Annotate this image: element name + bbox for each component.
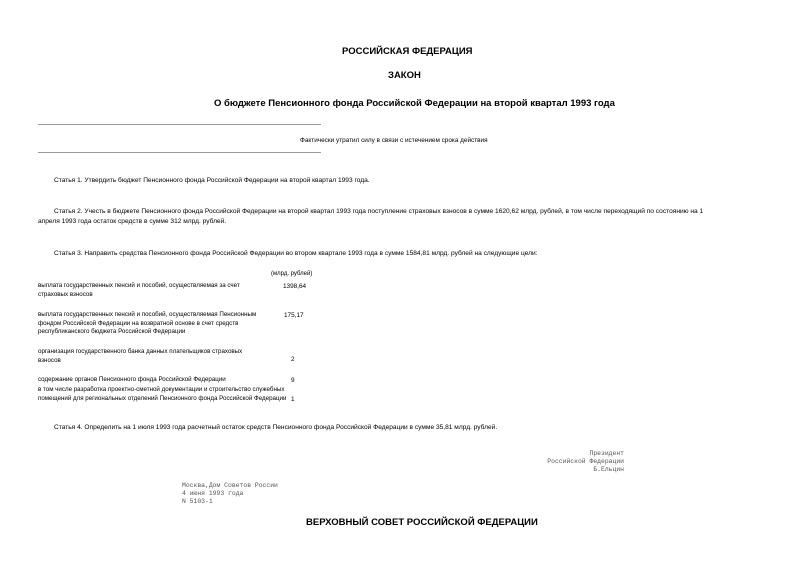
status-note: Фактически утратил силу в связи с истечением срока действия xyxy=(300,137,488,144)
divider-top xyxy=(38,124,321,125)
place-line: Москва,Дом Советов России xyxy=(182,482,278,489)
table-row-label: содержание органов Пенсионного фонда Российской Федерации xyxy=(38,376,226,383)
table-row-value: 175,17 xyxy=(284,312,304,319)
table-row-label: выплата государственных пенсий и пособий, осуществляемая за счет страховых взносов xyxy=(38,282,240,298)
table-row-label: выплата государственных пенсий и пособий, осуществляемая Пенсионным фондом Российской Федерации на возвратной основе в счет средств республиканского бюджета Российской Федерации xyxy=(38,311,257,335)
document-title: О бюджете Пенсионного фонда Российской Федерации на второй квартал 1993 года xyxy=(214,98,615,109)
article-1: Статья 1. Утвердить бюджет Пенсионного фонда Российской Федерации на второй квартал 1993 года. xyxy=(54,177,370,184)
table-row-value: 1398,64 xyxy=(283,283,307,290)
table-row-value: 9 xyxy=(291,377,295,384)
table-row-label: в том числе разработка проектно-сметной документации и строительство служебных помещений для региональных отделений Пенсионного фонда Российской Федерации xyxy=(38,386,287,402)
table-row-value: 1 xyxy=(291,396,295,403)
article-3: Статья 3. Направить средства Пенсионного фонда Российской Федерации во втором квартале 1993 года в сумме 1584,81 млрд. рублей на следующие цели: xyxy=(54,250,538,257)
footer-title: ВЕРХОВНЫЙ СОВЕТ РОССИЙСКОЙ ФЕДЕРАЦИИ xyxy=(306,517,538,528)
article-4: Статья 4. Определить на 1 июля 1993 года расчетный остаток средств Пенсионного фонда Российской Федерации в сумме 35,81 млрд. рублей. xyxy=(54,424,498,431)
table-row-label: организация государственного банка данных плательщиков страховых взносов xyxy=(38,348,243,364)
table-row-value: 2 xyxy=(291,356,295,363)
doc-type-heading: ЗАКОН xyxy=(388,70,421,81)
divider-bottom xyxy=(38,152,321,153)
signature-name: Б.Ельцин xyxy=(593,466,624,473)
signature-organization: Российской Федерации xyxy=(547,458,624,465)
signature-title: Президент xyxy=(589,450,624,457)
article-2-line-2: апреля 1993 года остаток средств в сумме 312 млрд. рублей. xyxy=(38,218,227,225)
country-heading: РОССИЙСКАЯ ФЕДЕРАЦИЯ xyxy=(342,46,473,57)
article-2-line-1: Статья 2. Учесть в бюджете Пенсионного фонда Российской Федерации на второй квартал 1993 года поступление страховых взносов в сумме 1620,62 млрд. рублей, в том числе переходящий по состоянию на 1 xyxy=(54,208,704,215)
document-number: N 5103-1 xyxy=(182,498,213,505)
date-line: 4 июня 1993 года xyxy=(182,490,244,497)
table-unit-header: (млрд. рублей) xyxy=(271,271,313,277)
